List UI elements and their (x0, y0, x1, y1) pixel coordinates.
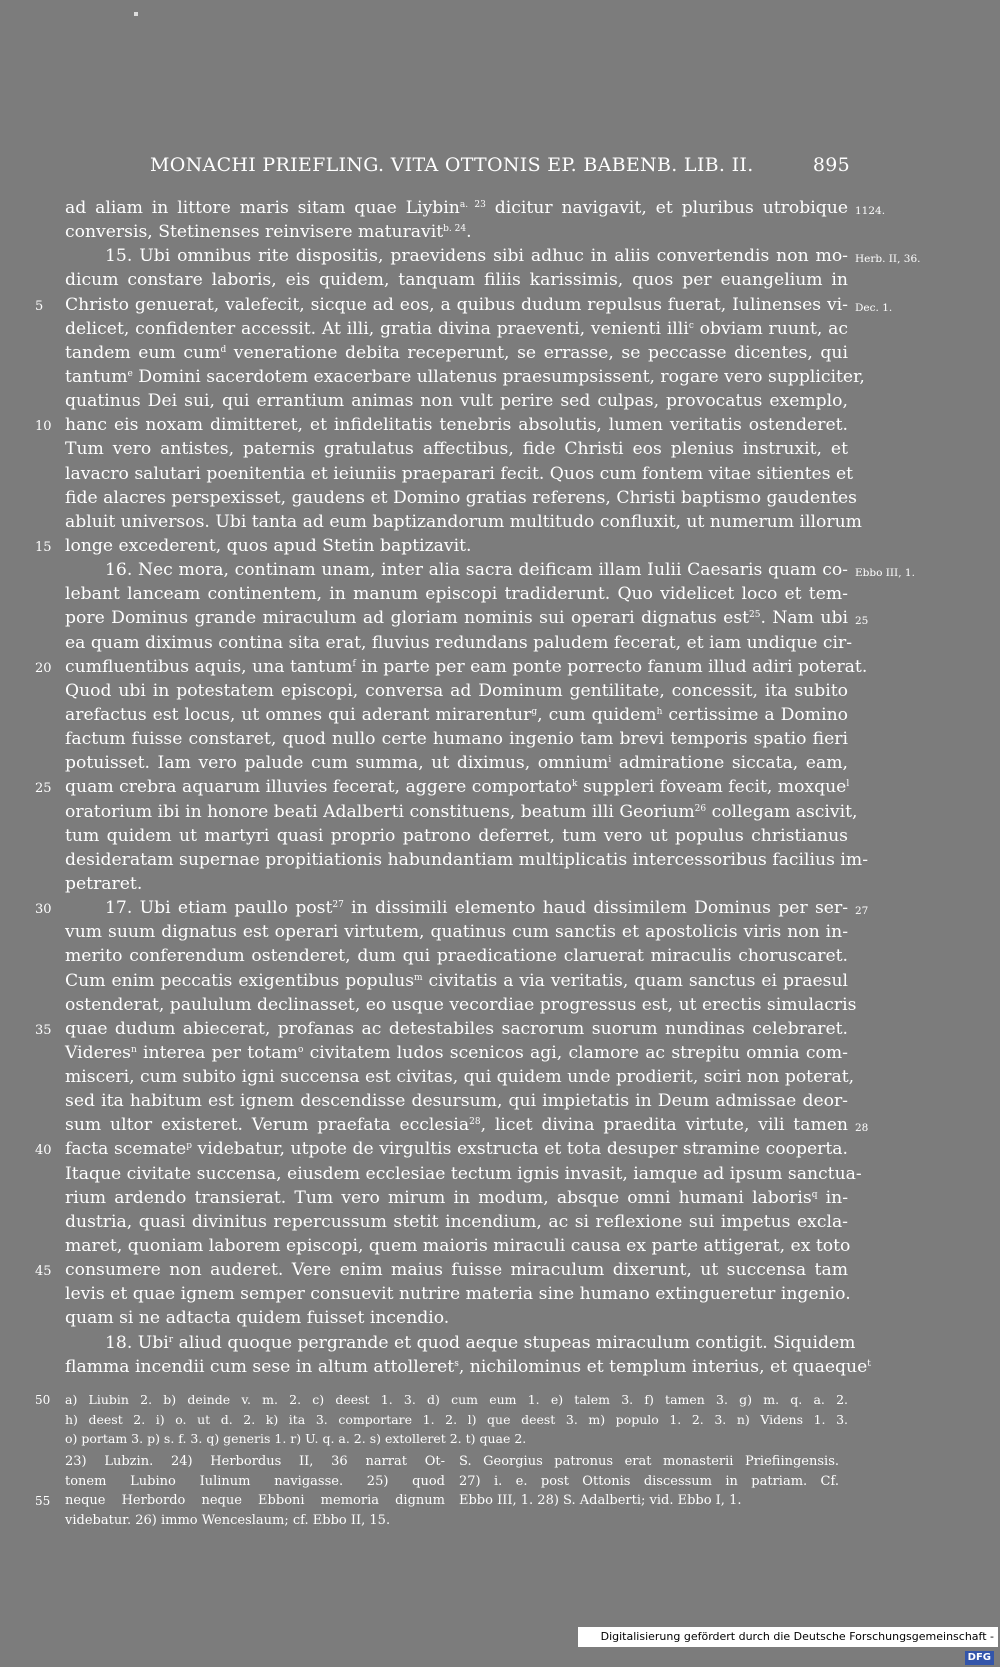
line-text-cont: , licet divina praedita virtute, vili tamen (480, 1115, 848, 1136)
text-line (35, 413, 848, 437)
line-text-cont: certissime a Domino (662, 704, 848, 725)
page-number: 895 (812, 154, 850, 176)
line-text-cont: veneratione debita receperunt, se errasse, se peccasse dicentes, qui (226, 342, 848, 363)
line-text: quatinus Dei sui, qui errantium animas non vult perire sed culpas, provocatus exemplo, (65, 391, 848, 412)
line-text-cont: in parte per eam ponte porrecto fanum illud adiri poterat. (355, 656, 868, 677)
line-number: 35 (35, 1022, 52, 1038)
line-text: dustria, quasi divinitus repercussum stetit incendium, ac si reflexione sui impetus excla- (65, 1211, 848, 1232)
line-text-cont: in dissimili elemento haud dissimilem Dominus per ser- (343, 898, 848, 919)
digitization-footer (578, 1627, 998, 1663)
margin-note: Ebbo III, 1. (855, 567, 915, 580)
commentary-line (459, 1472, 839, 1492)
margin-note: 27 (855, 905, 869, 918)
line-text: 27) i. e. post Ottonis discessum in patriam. Cf. (459, 1473, 839, 1489)
line-text: 15. Ubi omnibus rite dispositis, praevidens sibi adhuc in aliis convertendis non mo- (105, 246, 848, 267)
line-text: ad aliam in littore maris sitam quae Liybin (65, 198, 460, 218)
commentary-left-column (35, 1452, 445, 1530)
apparatus-line (65, 1429, 848, 1449)
line-number: 10 (35, 419, 52, 435)
footer-credit: Digitalisierung gefördert durch die Deutsche Forschungsgemeinschaft - (600, 1630, 994, 1643)
note-marker: 25 (749, 610, 761, 621)
line-text: arefactus est locus, ut omnes qui aderant mirarentur (65, 704, 532, 725)
line-text: videbatur. 26) immo Wenceslaum; cf. Ebbo II, 15. (65, 1512, 391, 1528)
text-line (65, 1282, 851, 1306)
text-line (65, 727, 848, 751)
line-text: tantum (65, 366, 128, 387)
line-number: 20 (35, 660, 52, 676)
line-text: factum fuisse constaret, quod nullo certe humano ingenio tam brevi temporis spatio fieri (65, 729, 848, 750)
line-text-cont: , nichilominus et templum interius, et quaeque (458, 1356, 868, 1377)
text-line (65, 872, 848, 896)
line-number: 55 (35, 1494, 51, 1508)
line-text: hanc eis noxam dimitteret, et infidelitatis tenebris absolutis, lumen veritatis ostenderet. (65, 415, 848, 436)
text-line (65, 558, 915, 582)
note-marker: h (656, 706, 663, 717)
line-text: tandem eum cum (65, 342, 221, 363)
text-line (35, 1017, 848, 1041)
note-marker: q (811, 1189, 818, 1200)
line-text-cont: civitatis a via veritatis, quam sanctus ei praesul (422, 970, 849, 991)
line-text: tonem Lubino Iulinum navigasse. 25) quod (65, 1473, 445, 1489)
note-marker: r (168, 1334, 174, 1345)
line-text: flamma incendii cum sese in altum attolleret (65, 1356, 455, 1377)
note-marker: 26 (694, 803, 707, 814)
note-marker: l (846, 779, 850, 790)
line-text: neque Herbordo neque Ebboni memoria dignum (65, 1493, 445, 1508)
commentary-right-column (459, 1452, 839, 1511)
text-line (65, 993, 857, 1017)
line-number: 40 (35, 1143, 52, 1159)
line-text: fide alacres perspexisset, gaudens et Domino gratias referens, Christi baptismo gaudentes (65, 487, 857, 508)
text-line (65, 486, 857, 510)
margin-note: 25 (855, 615, 869, 628)
text-line (65, 365, 865, 389)
line-text: Christo genuerat, valefecit, sicque ad eos, a quibus dudum repulsus fuerat, Iulinenses vi- (65, 294, 848, 315)
margin-note: Dec. 1. (855, 301, 893, 314)
line-text: sum ultor existeret. Verum praefata ecclesia (65, 1115, 470, 1136)
scan-speck (134, 12, 138, 16)
line-text-cont: Domini sacerdotem exacerbare ullatenus praesumpsissent, rogare vero suppliciter, (132, 366, 865, 387)
line-text-cont: dicitur navigavit, et pluribus utrobique (485, 198, 848, 218)
note-marker: 28 (469, 1117, 481, 1128)
text-line (35, 534, 848, 558)
line-text: Tum vero antistes, paternis gratulatus affectibus, fide Christi eos plenius instruxit, et (65, 439, 848, 460)
line-text-cont: obviam ruunt, ac (693, 318, 848, 339)
line-text: levis et quae ignem semper consuevit nutrire materia sine humano extingueretur ingenio. (65, 1284, 851, 1305)
note-marker: t (867, 1358, 871, 1369)
line-text: 17. Ubi etiam paullo post (105, 898, 333, 919)
line-text: a) Liubin 2. b) deinde v. m. 2. c) deest 1. 3. d) cum eum 1. e) talem 3. f) tamen 3. g) m. q. a. 2. (65, 1392, 848, 1407)
line-text: quam si ne adtacta quidem fuisset incendio. (65, 1308, 450, 1329)
note-marker: c (688, 320, 694, 331)
margin-note: 28 (855, 1122, 869, 1135)
text-line (65, 268, 848, 292)
commentary-line (459, 1491, 839, 1511)
line-text: S. Georgius patronus erat monasterii Priefiingensis. (459, 1454, 839, 1469)
note-marker: f (352, 658, 356, 669)
text-line (65, 462, 854, 486)
text-line (35, 1258, 848, 1282)
line-text: quam crebra aquarum illuvies fecerat, aggere comportato (65, 777, 573, 798)
running-title: MONACHI PRIEFLING. VITA OTTONIS EP. BABENB. LIB. II. (150, 154, 754, 176)
line-text-cont: videbatur, utpote de virgultis exstructa et tota desuper stramine cooperta. (191, 1139, 848, 1160)
text-line (65, 679, 848, 703)
line-text: lavacro salutari poenitentia et ieiuniis praeparari fecit. Quos cum fontem vitae sitientes et (65, 463, 854, 484)
text-line (65, 944, 848, 968)
text-line (65, 703, 848, 727)
text-line (35, 775, 850, 799)
line-text: merito conferendum ostenderet, dum qui praedicatione claruerat miraculis choruscaret. (65, 946, 848, 967)
line-text: h) deest 2. i) o. ut d. 2. k) ita 3. comportare 1. 2. l) que deest 3. m) populo 1. 2. 3. n) Videns 1. 3. (65, 1411, 848, 1427)
note-marker: a. 23 (459, 200, 486, 210)
line-number: 45 (35, 1264, 52, 1280)
text-line (65, 1065, 855, 1089)
commentary-line (65, 1452, 445, 1472)
line-text: ea quam diximus contina sita erat, fluvius redundans paludem fecerat, et iam undique cir- (65, 632, 853, 653)
text-line (65, 1234, 851, 1258)
note-marker: i (608, 755, 612, 766)
line-text-cont: aliud quoque pergrande et quod aeque stupeas miraculum contigit. Siquidem (173, 1332, 856, 1353)
note-marker: k (572, 779, 578, 790)
commentary-line (65, 1511, 445, 1531)
text-line (65, 751, 848, 775)
line-number: 25 (35, 781, 52, 797)
text-line (65, 220, 848, 244)
note-marker: n (131, 1044, 137, 1055)
line-text: oratorium ibi in honore beati Adalberti constituens, beatum illi Georium (65, 801, 695, 822)
line-text: conversis, Stetinenses reinvisere maturavit (65, 222, 444, 243)
note-marker: m (414, 972, 423, 983)
line-text: 23) Lubzin. 24) Herbordus II, 36 narrat Ot- (65, 1454, 445, 1469)
text-line (65, 510, 862, 534)
apparatus-line (65, 1410, 848, 1430)
line-text: Quod ubi in potestatem episcopi, conversa ad Dominum gentilitate, concessit, ita subito (65, 680, 848, 701)
dfg-logo: DFG (965, 1651, 994, 1665)
line-number: 30 (35, 902, 52, 918)
line-text: potuisset. Iam vero palude cum summa, ut diximus, omnium (65, 753, 609, 774)
line-text-cont: suppleri foveam fecit, moxque (577, 777, 847, 798)
text-line (65, 824, 848, 848)
line-text-cont: collegam ascivit, (706, 801, 858, 822)
line-text: petraret. (65, 873, 143, 894)
line-text: Videres (65, 1042, 131, 1063)
margin-note: Herb. II, 36. (855, 253, 921, 266)
text-line (65, 317, 848, 341)
line-number: 5 (35, 298, 44, 314)
text-line (65, 341, 848, 365)
line-text: delicet, confidenter accessit. At illi, gratia divina praeventi, venienti illi (65, 318, 689, 339)
line-text: vum suum dignatus est operari virtutem, quatinus cum sanctis et apostolicis viris non in- (65, 922, 848, 943)
note-marker: b. 24 (443, 224, 467, 235)
text-line (65, 1089, 848, 1113)
text-line (35, 896, 869, 920)
note-marker: 27 (332, 900, 344, 911)
text-line (35, 1137, 848, 1161)
text-line (65, 969, 848, 993)
line-text: tum quidem ut martyri quasi proprio patrono deferret, tum vero ut populus christianus (65, 825, 848, 846)
text-line (65, 800, 858, 824)
text-line (35, 293, 893, 317)
line-text: ostenderat, paululum declinasset, eo usque vecordiae progressus est, ut erectis simulacris (65, 994, 857, 1015)
line-text: rium ardendo transierat. Tum vero mirum in modum, absque omni humani laboris (65, 1187, 812, 1208)
text-line (65, 1041, 848, 1065)
text-line (35, 655, 868, 679)
text-line (65, 848, 869, 872)
text-line (65, 437, 848, 461)
text-line (65, 196, 886, 220)
note-marker: o (297, 1044, 304, 1055)
line-text-cont: interea per totam (136, 1042, 298, 1063)
text-line (65, 389, 848, 413)
line-text-cont: , cum quidem (537, 704, 657, 725)
note-marker: e (127, 368, 133, 379)
text-line (65, 1113, 869, 1137)
line-text: 16. Nec mora, continam unam, inter alia sacra deificam illam Iulii Caesaris quam co- (105, 560, 848, 581)
note-marker: d (220, 344, 227, 355)
line-text: misceri, cum subito igni succensa est civitas, qui quidem unde prodierit, sciri non poterat, (65, 1067, 855, 1088)
margin-note: 1124. (855, 205, 886, 217)
line-text-cont: in- (817, 1187, 848, 1208)
main-text (35, 196, 921, 1379)
line-text-cont: . (466, 222, 472, 243)
line-text: quae dudum abiecerat, profanas ac detestabiles sacrorum suorum nundinas celebraret. (65, 1018, 848, 1039)
line-text: Itaque civitate succensa, eiusdem ecclesiae tectum ignis invasit, iamque ad ipsum sanctua- (65, 1163, 862, 1184)
line-text: pore Dominus grande miraculum ad gloriam nominis sui operari dignatus est (65, 608, 750, 629)
line-text: 18. Ubi (105, 1332, 169, 1353)
text-line (65, 631, 853, 655)
text-line (65, 1210, 848, 1234)
line-text: facta scemate (65, 1139, 187, 1160)
commentary-line (35, 1491, 445, 1511)
line-number: 15 (35, 539, 52, 555)
line-text: Cum enim peccatis exigentibus populus (65, 970, 415, 991)
line-text: Ebbo III, 1. 28) S. Adalberti; vid. Ebbo I, 1. (459, 1493, 742, 1508)
text-line (65, 244, 921, 268)
line-text: lebant lanceam continentem, in manum episcopi tradiderunt. Quo videlicet loco et tem- (65, 584, 848, 605)
line-text: desideratam supernae propitiationis habundantiam multiplicatis intercessoribus facilius im- (65, 849, 869, 870)
note-marker: p (186, 1141, 192, 1152)
line-text: longe excederent, quos apud Stetin baptizavit. (65, 535, 472, 556)
line-text-cont: admiratione siccata, eam, (611, 753, 848, 774)
text-line (65, 1162, 862, 1186)
note-marker: g (531, 706, 538, 717)
line-text: o) portam 3. p) s. f. 3. q) generis 1. r) U. q. a. 2. s) extolleret 2. t) quae 2. (65, 1431, 527, 1446)
line-number: 50 (35, 1393, 51, 1407)
apparatus-line (35, 1390, 848, 1410)
note-marker: s (454, 1358, 459, 1369)
line-text-cont: civitatem ludos scenicos agi, clamore ac strepitu omnia com- (303, 1042, 848, 1063)
line-text: dicum constare laboris, eis quidem, tanquam filiis karissimis, quos per euangelium in (65, 270, 848, 291)
line-text: abluit universos. Ubi tanta ad eum baptizandorum multitudo confluxit, ut numerum illorum (65, 511, 862, 532)
text-line (65, 606, 869, 630)
line-text-cont: . Nam ubi (760, 608, 848, 629)
line-text: consumere non auderet. Vere enim maius fuisse miraculum dixerunt, ut succensa tam (65, 1260, 848, 1281)
critical-apparatus (35, 1390, 848, 1449)
line-text: cumfluentibus aquis, una tantum (65, 656, 353, 677)
text-line (65, 1186, 848, 1210)
text-line (65, 1306, 848, 1330)
text-line (65, 920, 848, 944)
commentary-line (459, 1452, 839, 1472)
text-line (65, 1355, 871, 1379)
line-text: maret, quoniam laborem episcopi, quem maioris miraculi causa ex parte attigerat, ex toto (65, 1236, 851, 1257)
text-line (65, 582, 848, 606)
text-line (65, 1331, 856, 1355)
commentary-line (65, 1472, 445, 1492)
line-text: sed ita habitum est ignem descendisse desursum, qui impietatis in Deum admissae deor- (65, 1091, 848, 1112)
